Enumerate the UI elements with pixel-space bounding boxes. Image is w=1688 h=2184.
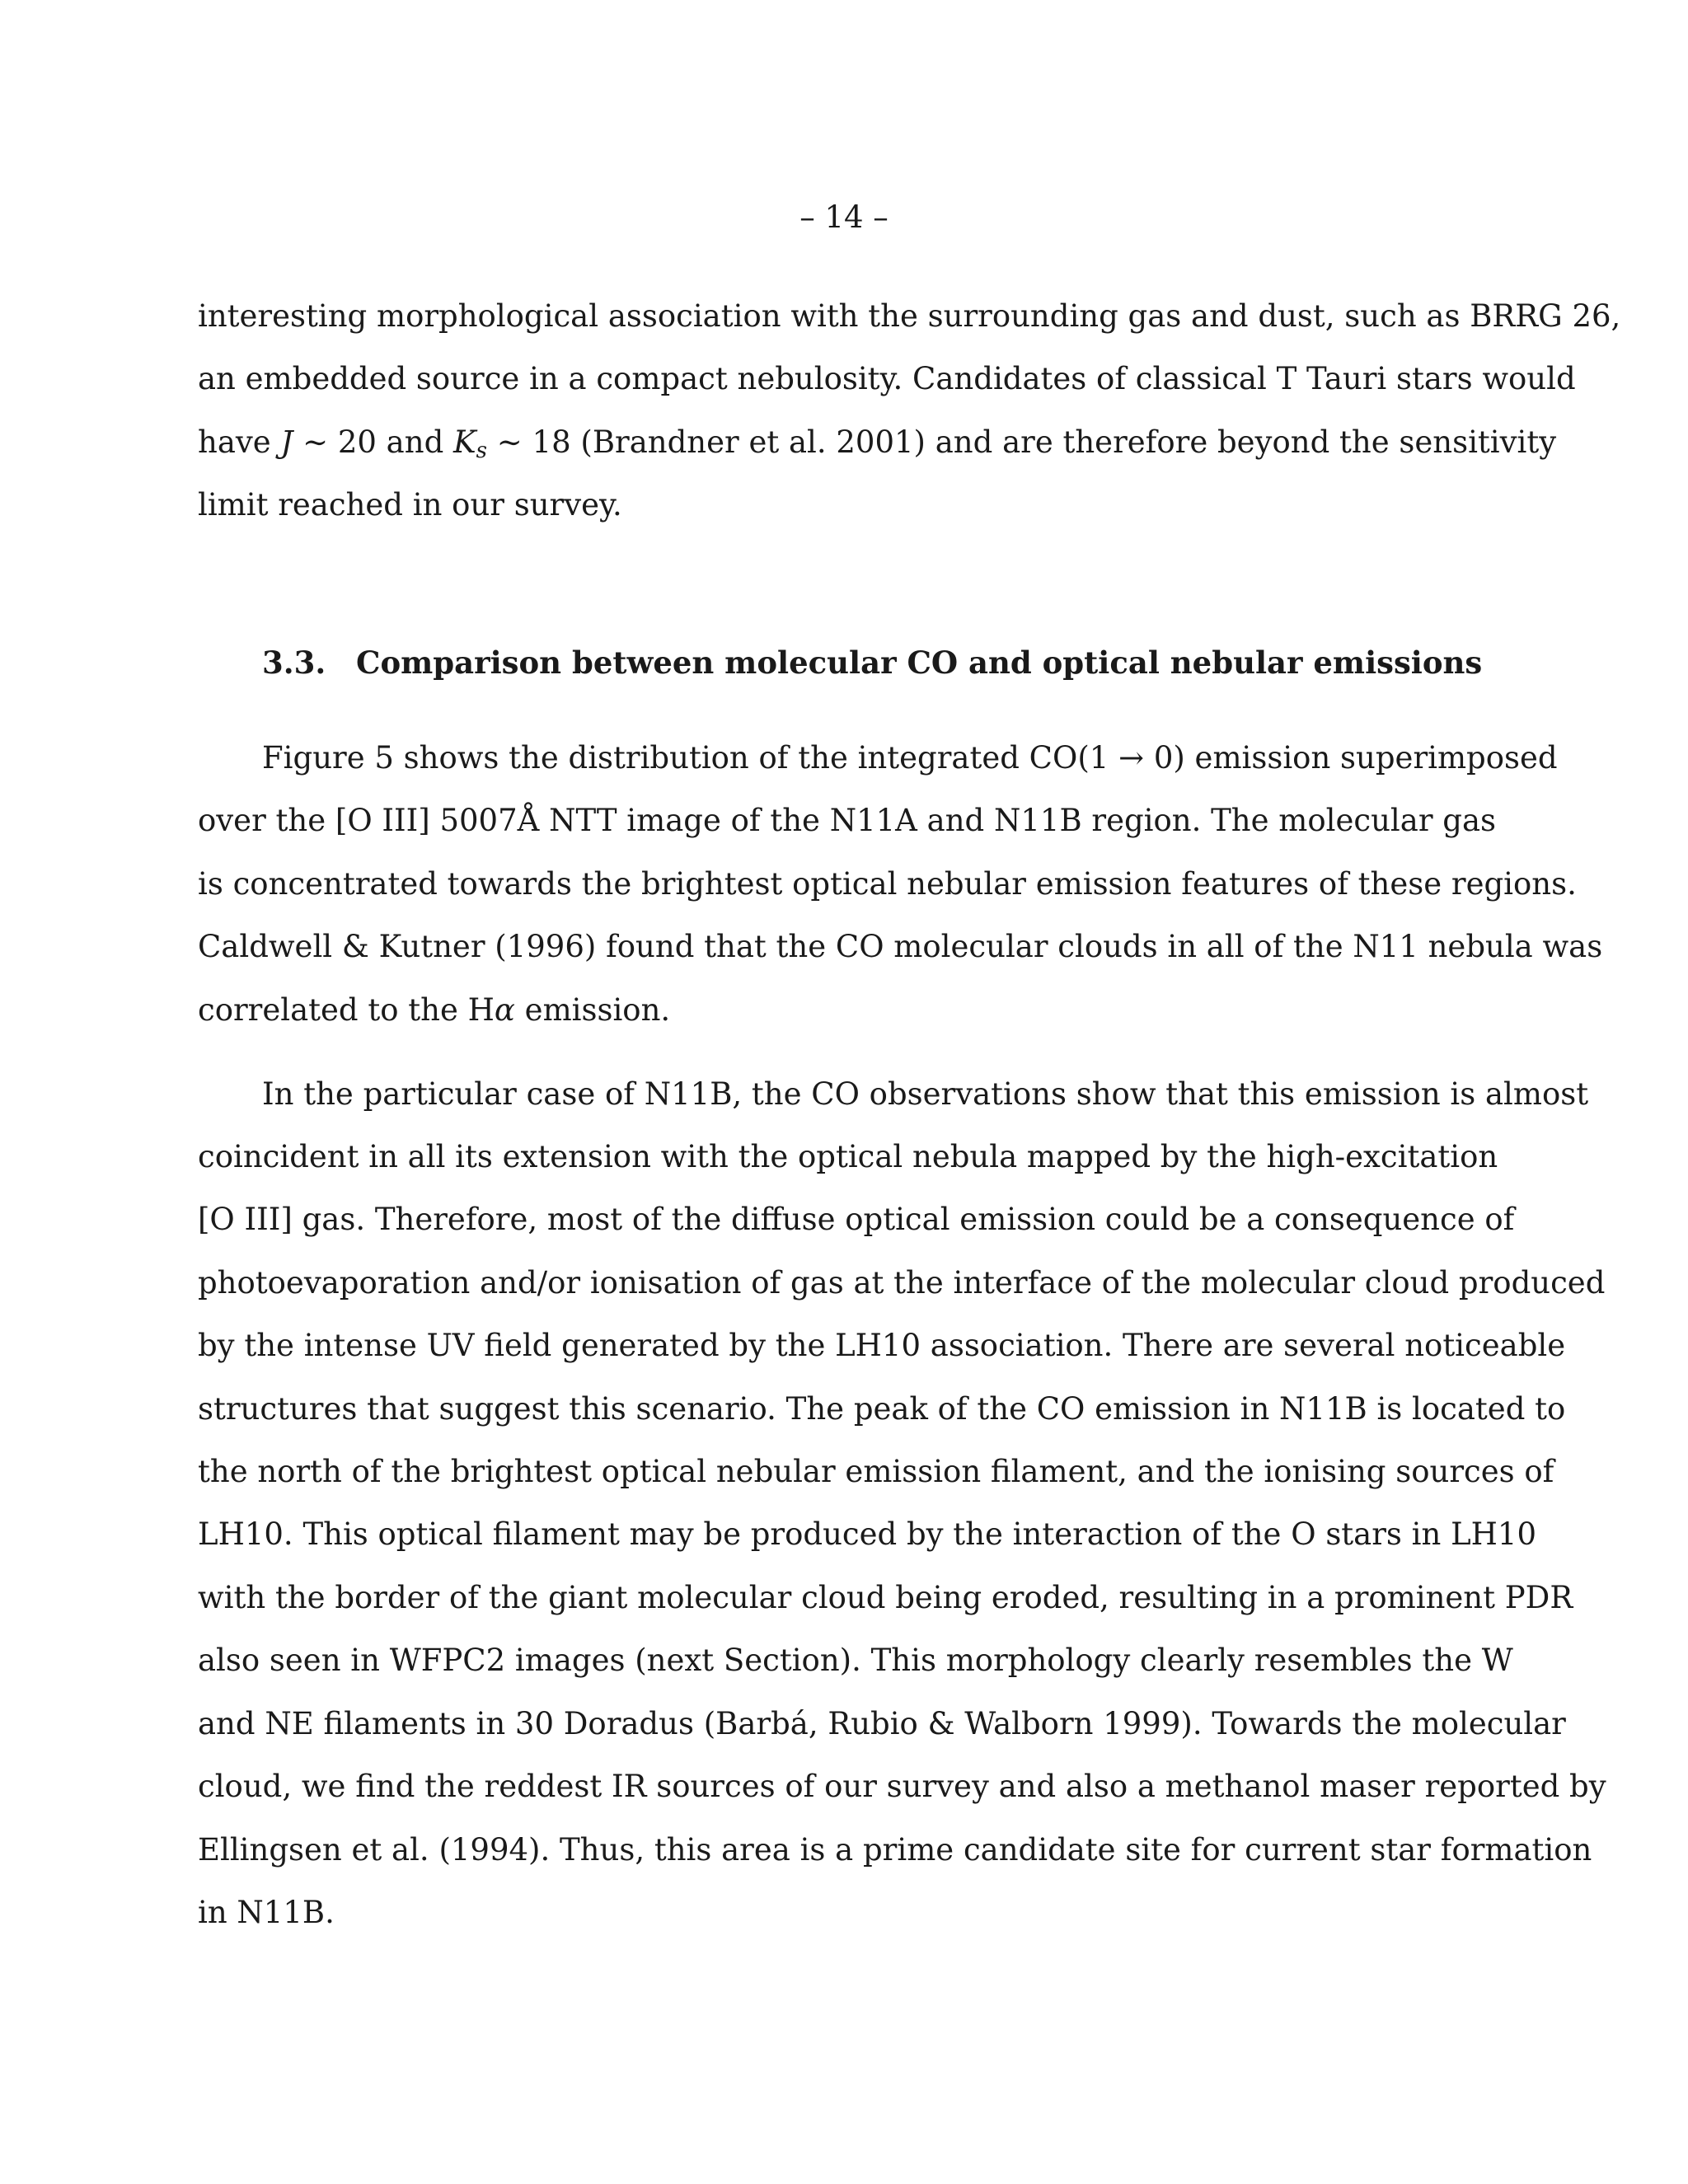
paragraph2-line-4: photoevaporation and/or ionisation of gas at the interface of the molecular cloud produced [198,1265,1606,1301]
paragraph2-line-8: LH10. This optical filament may be produced by the interaction of the O stars in LH10 [198,1516,1537,1552]
paragraph2-line-9: with the border of the giant molecular cloud being eroded, resulting in a prominent PDR [198,1580,1573,1615]
section-heading [262,643,1482,682]
paragraph2-line-3-b: ] gas. Therefore, most of the diffuse optical emission could be a consequence of [280,1202,1515,1237]
paragraph1-line-5 [198,991,670,1030]
paragraph1-line-1: Figure 5 shows the distribution of the integrated CO(1 → 0) emission superimposed [262,740,1558,776]
page-number: – 14 – [799,199,889,235]
paragraph2-line-12: cloud, we find the reddest IR sources of our survey and also a methanol maser reported by [198,1769,1606,1804]
paragraph2-line-14: in N11B. [198,1895,335,1930]
continuation-line-3-rest: ∼ 18 (Brandner et al. 2001) and are therefore beyond the sensitivity [487,424,1557,460]
paragraph1-line-2 [198,801,1496,841]
paragraph2-line-2: coincident in all its extension with the optical nebula mapped by the high-excitation [198,1139,1498,1174]
ion-label-oiii: III [382,803,419,838]
continuation-line-1: interesting morphological association with the surrounding gas and dust, such as BRRG 26, [198,298,1621,334]
paragraph2-line-7: the north of the brightest optical nebular emission filament, and the ionising sources of [198,1454,1554,1489]
paragraph2-line-11: and NE filaments in 30 Doradus (Barbá, Rubio & Walborn 1999). Towards the molecular [198,1706,1566,1741]
ion-label-oiii-2: III [244,1202,281,1237]
paragraph1-line-3: is concentrated towards the brightest optical nebular emission features of these regions. [198,866,1577,902]
paragraph1-line-5-b: emission. [514,992,671,1028]
paragraph2-line-5: by the intense UV field generated by the LH10 association. There are several noticeable [198,1328,1566,1363]
continuation-line-2: an embedded source in a compact nebulosity. Candidates of classical T Tauri stars would [198,361,1576,396]
section-title: Comparison between molecular CO and optical nebular emissions [356,644,1483,681]
paragraph2-line-3-a: [O [198,1202,245,1237]
paragraph1-line-4: Caldwell & Kutner (1996) found that the CO molecular clouds in all of the N11 nebula was [198,929,1603,964]
paragraph2-line-10: also seen in WFPC2 images (next Section). This morphology clearly resembles the W [198,1643,1513,1678]
continuation-line-4: limit reached in our survey. [198,487,622,523]
section-number: 3.3. [262,644,326,681]
paragraph2-line-3 [198,1200,1515,1240]
paragraph1-line-5-a: correlated to the H [198,992,495,1028]
paragraph1-line-2-a: over the [O [198,803,382,838]
math-subscript-s: s [476,438,488,463]
paragraph1-line-2-b: ] 5007Å NTT image of the N11A and N11B region. The molecular gas [418,803,1496,838]
word-have: have [198,424,271,460]
math-relation-1: ∼ 20 and [293,424,454,460]
math-k: K [453,424,476,460]
paragraph2-line-13: Ellingsen et al. (1994). Thus, this area is a prime candidate site for current star formation [198,1832,1592,1868]
continuation-line-3 [198,423,1557,463]
paragraph2-line-1: In the particular case of N11B, the CO observations show that this emission is almost [262,1076,1589,1112]
paragraph2-line-6: structures that suggest this scenario. The peak of the CO emission in N11B is located to [198,1391,1566,1427]
math-alpha: α [494,992,515,1028]
math-j: J [280,424,293,460]
